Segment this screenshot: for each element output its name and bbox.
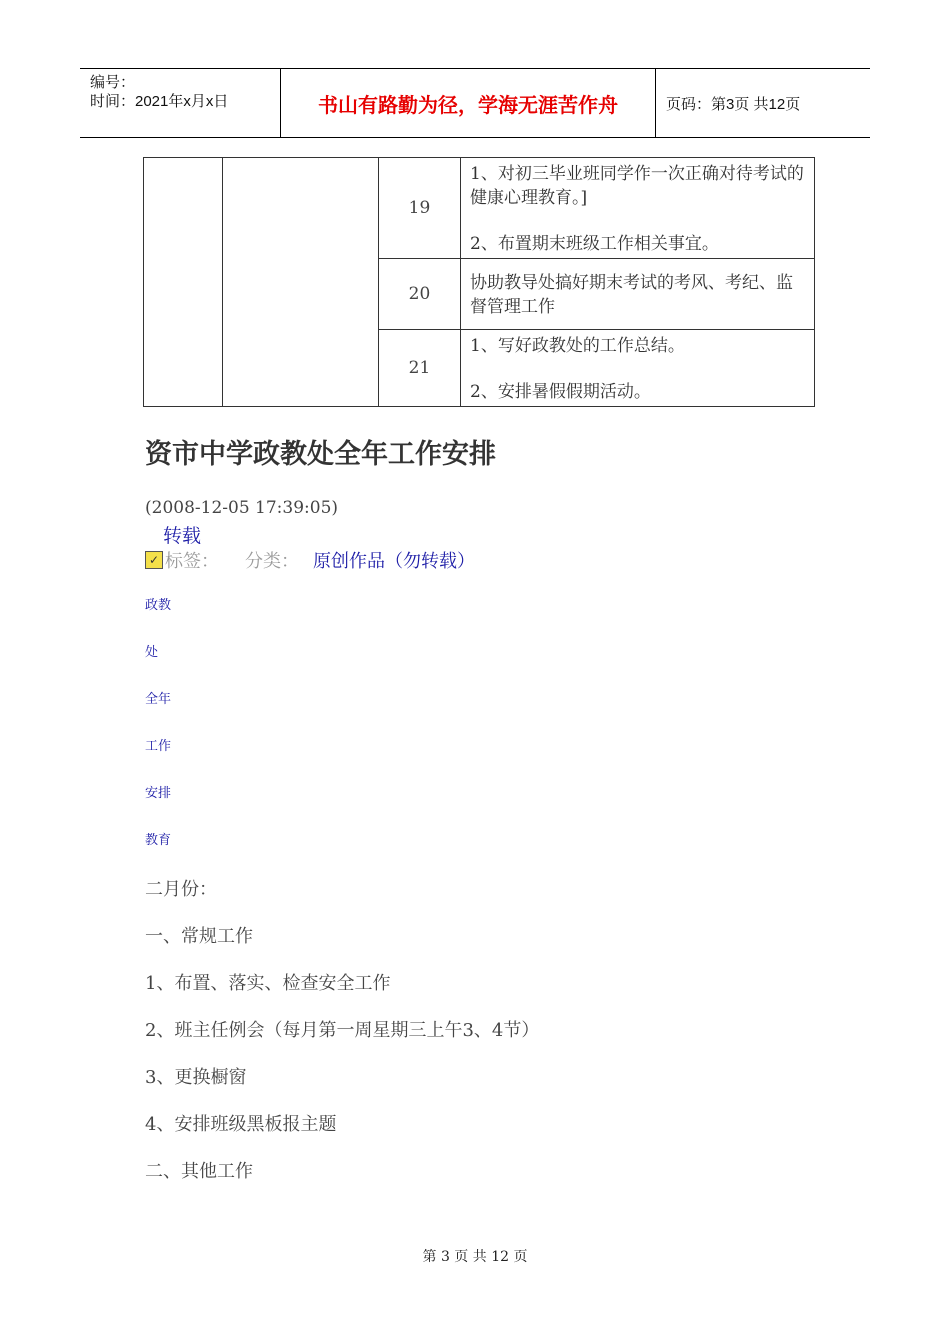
number-label: 编号： — [90, 74, 136, 91]
tag-link[interactable]: 政教 — [145, 598, 172, 613]
article-body — [145, 878, 539, 1207]
body-line: 3、更换橱窗 — [145, 1067, 247, 1088]
content-line: 2、布置期末班级工作相关事宜。 — [470, 234, 719, 254]
plan-table — [143, 157, 815, 407]
table-cell-week: 19 — [379, 158, 461, 259]
content-line: 1、写好政教处的工作总结。 — [470, 336, 685, 356]
header-meta — [80, 69, 280, 137]
table-cell-week: 21 — [379, 330, 461, 407]
body-line: 2、班主任例会（每月第一周星期三上午3、4节） — [145, 1020, 540, 1041]
tag-link[interactable]: 工作 — [145, 739, 172, 754]
header-motto: 书山有路勤为径，学海无涯苦作舟 — [280, 69, 656, 137]
table-cell-week: 20 — [379, 259, 461, 330]
article-timestamp: (2008-12-05 17:39:05) — [145, 498, 339, 518]
tag-link[interactable]: 处 — [145, 645, 159, 660]
repost-link[interactable]: 转载 — [163, 525, 202, 547]
table-cell-content — [461, 259, 815, 330]
page-footer: 第 3 页 共 12 页 — [422, 1249, 528, 1265]
body-line: 二月份： — [145, 879, 217, 900]
content-line: 2、安排暑假假期活动。 — [470, 382, 651, 402]
body-line: 4、安排班级黑板报主题 — [145, 1114, 337, 1135]
body-line: 二、其他工作 — [145, 1161, 253, 1182]
tag-icon: ✓ — [145, 551, 163, 569]
content-line: 协助教导处搞好期末考试的考风、考纪、监督管理工作 — [470, 273, 793, 317]
table-cell-month — [144, 158, 223, 407]
body-line: 一、常规工作 — [145, 926, 253, 947]
table-cell-theme — [223, 158, 379, 407]
tag-label: 标签： — [165, 551, 219, 572]
table-cell-content — [461, 158, 815, 259]
time-label: 时间：2021年x月x日 — [90, 93, 229, 110]
table-cell-content — [461, 330, 815, 407]
document-header — [80, 68, 870, 138]
body-line: 1、布置、落实、检查安全工作 — [145, 973, 391, 994]
content-line: 1、对初三毕业班同学作一次正确对待考试的健康心理教育。] — [470, 164, 804, 208]
article-title: 资市中学政教处全年工作安排 — [145, 439, 496, 470]
category-label: 分类： — [245, 551, 299, 572]
table-row — [144, 158, 815, 259]
tag-link[interactable]: 安排 — [145, 786, 172, 801]
tag-link[interactable]: 全年 — [145, 692, 172, 707]
tag-category-line — [145, 547, 475, 573]
header-page-info: 页码：第3页 共12页 — [666, 95, 801, 113]
category-link[interactable]: 原创作品（勿转载） — [313, 551, 475, 572]
tag-list — [145, 598, 171, 880]
tag-link[interactable]: 教育 — [145, 833, 172, 848]
